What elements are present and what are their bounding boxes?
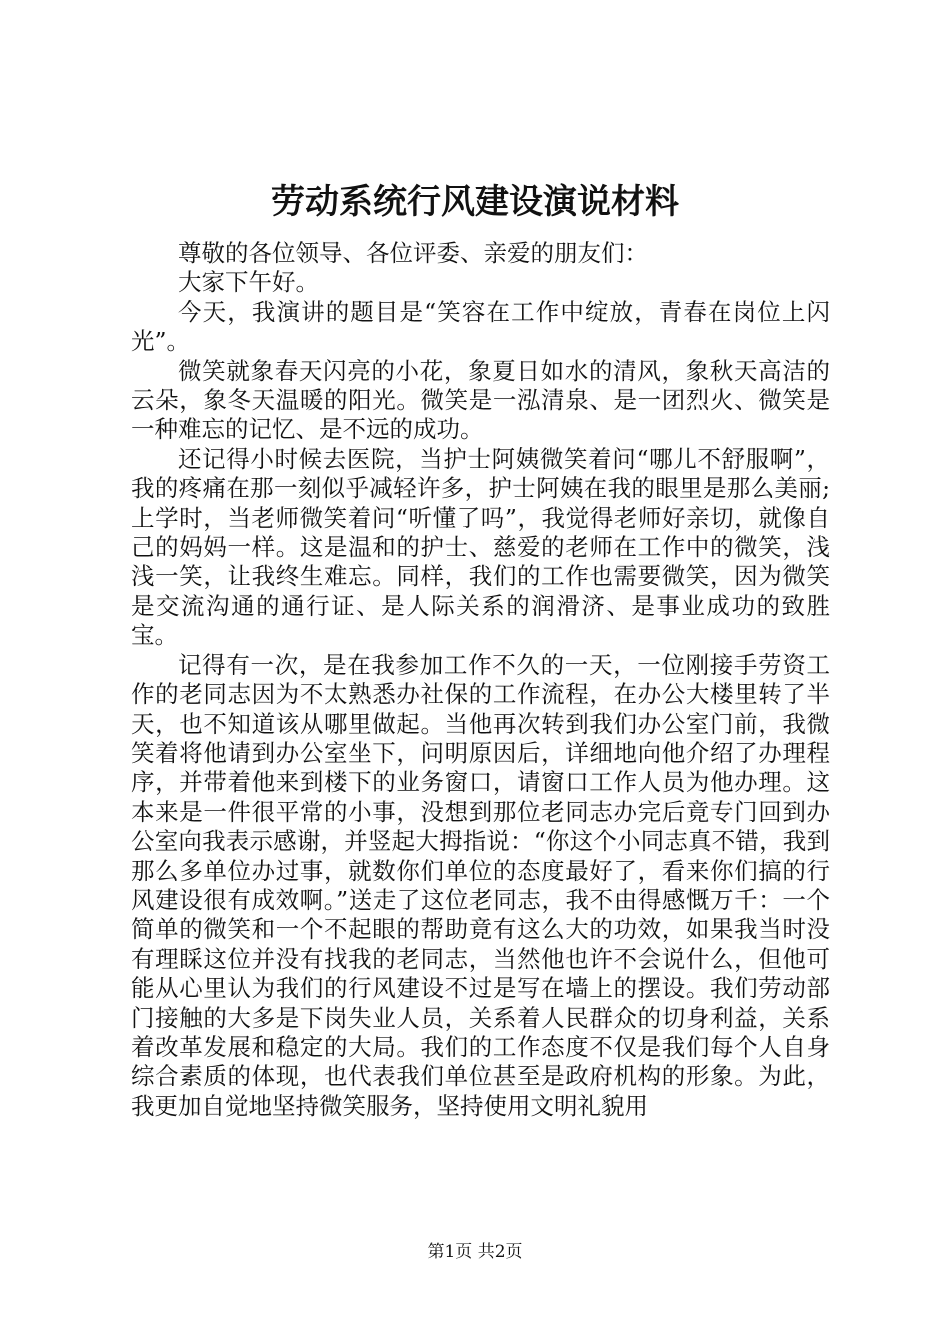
paragraph-childhood-memory: 还记得小时候去医院，当护士阿姨微笑着问“哪儿不舒服啊”，我的疼痛在那一刻似乎减轻许多，护士阿姨在我的眼里是那么美丽;上学时，当老师微笑着问“听懂了吗”，我觉得老师好亲切，就像自己的妈妈一样。这是温和的护士、慈爱的老师在工作中的微笑，浅浅一笑，让我终生难忘。同样，我们的工作也需要微笑，因为微笑是交流沟通的通行证、是人际关系的润滑济、是事业成功的致胜宝。	[131, 444, 830, 650]
paragraph-topic: 今天，我演讲的题目是“笑容在工作中绽放，青春在岗位上闪光”。	[131, 297, 830, 356]
paragraph-salutation: 大家下午好。	[178, 268, 319, 297]
paragraph-work-story: 记得有一次，是在我参加工作不久的一天，一位刚接手劳资工作的老同志因为不太熟悉办社保的工作流程，在办公大楼里转了半天，也不知道该从哪里做起。当他再次转到我们办公室门前，我微笑着将他请到办公室坐下，问明原因后，详细地向他介绍了办理程序，并带着他来到楼下的业务窗口，请窗口工作人员为他办理。这本来是一件很平常的小事，没想到那位老同志办完后竟专门回到办公室向我表示感谢，并竖起大拇指说：“你这个小同志真不错，我到那么多单位办过事，就数你们单位的态度最好了，看来你们搞的行风建设很有成效啊。”送走了这位老同志，我不由得感慨万千：一个简单的微笑和一个不起眼的帮助竟有这么大的功效，如果我当时没有理睬这位并没有找我的老同志，当然他也许不会说什么，但他可能从心里认为我们的行风建设不过是写在墙上的摆设。我们劳动部门接触的大多是下岗失业人员，关系着人民群众的切身利益，关系着改革发展和稳定的大局。我们的工作态度不仅是我们每个人自身综合素质的体现，也代表我们单位甚至是政府机构的形象。为此，我更加自觉地坚持微笑服务，坚持使用文明礼貌用	[131, 650, 830, 1120]
document-title: 劳动系统行风建设演说材料	[271, 182, 679, 222]
page-number-footer: 第1页 共2页	[427, 1242, 523, 1262]
document-body	[131, 239, 830, 1121]
paragraph-greeting: 尊敬的各位领导、各位评委、亲爱的朋友们：	[178, 239, 648, 267]
paragraph-smile-metaphor: 微笑就象春天闪亮的小花，象夏日如水的清风，象秋天高洁的云朵，象冬天温暖的阳光。微笑是一泓清泉、是一团烈火、微笑是一种难忘的记忆、是不远的成功。	[131, 356, 830, 444]
